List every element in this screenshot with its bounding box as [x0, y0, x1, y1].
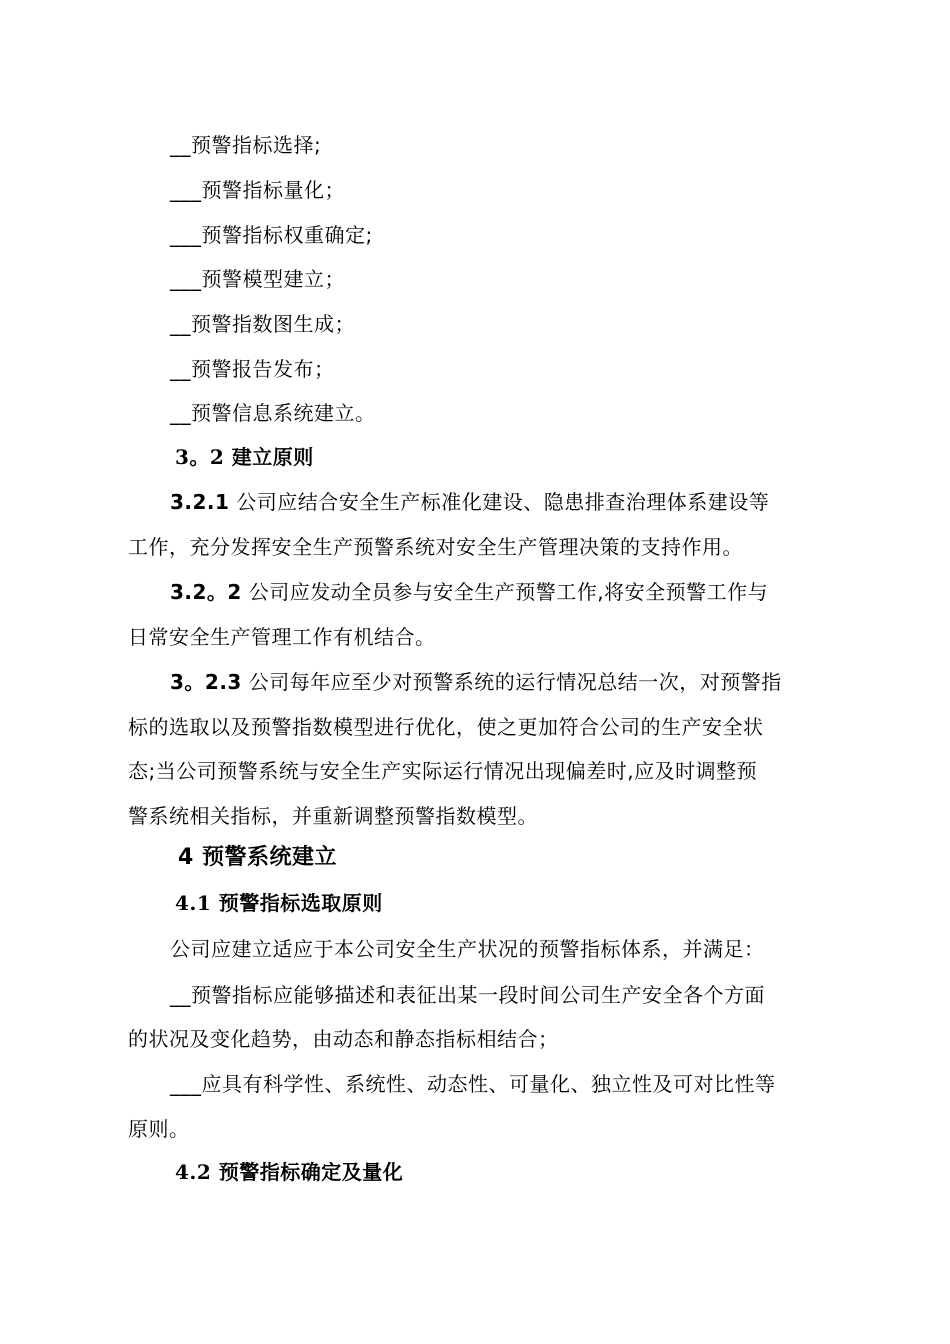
clause-text: 公司每年应至少对预警系统的运行情况总结一次，对预警指 [241, 670, 782, 694]
bullet-1-line: __预警指标应能够描述和表征出某一段时间公司生产安全各个方面 [170, 983, 765, 1007]
clause-text: 公司应结合安全生产标准化建设、隐患排查治理体系建设等 [229, 490, 770, 514]
paragraph-3-2-3-line: 态;当公司预警系统与安全生产实际运行情况出现偏差时,应及时调整预 [128, 759, 758, 783]
list-item: __预警信息系统建立。 [170, 401, 376, 425]
clause-number: 3。2.3 [170, 670, 242, 694]
paragraph-3-2-3-line: 标的选取以及预警指数模型进行优化，使之更加符合公司的生产安全状 [128, 715, 764, 739]
list-item: __预警指数图生成； [170, 312, 355, 336]
section-heading-4: 4 预警系统建立 [178, 845, 337, 870]
clause-text: 公司应发动全员参与安全生产预警工作,将安全预警工作与 [241, 580, 769, 604]
bullet-1-line: 的状况及变化趋势，由动态和静态指标相结合； [128, 1027, 559, 1051]
list-item: ___预警指标量化； [170, 178, 345, 202]
clause-number: 3.2.1 [170, 490, 230, 514]
list-item: ___预警指标权重确定; [170, 223, 373, 247]
clause-number: 3.2。2 [170, 580, 242, 604]
bullet-2-line: 原则。 [128, 1117, 190, 1141]
section-heading-4-1: 4.1 预警指标选取原则 [175, 891, 383, 915]
paragraph-3-2-2-line [170, 580, 768, 604]
bullet-2-line: ___应具有科学性、系统性、动态性、可量化、独立性及可对比性等 [170, 1072, 776, 1096]
paragraph-3-2-3-line: 警系统相关指标，并重新调整预警指数模型。 [128, 804, 538, 828]
paragraph-3-2-1-line [170, 490, 769, 514]
section-heading-4-2: 4.2 预警指标确定及量化 [175, 1160, 404, 1184]
paragraph-3-2-1-line: 工作，充分发挥安全生产预警系统对安全生产管理决策的支持作用。 [128, 535, 743, 559]
list-item: __预警指标选择; [170, 133, 322, 157]
list-item: __预警报告发布； [170, 357, 335, 381]
section-heading-3-2: 3。2 建立原则 [175, 445, 314, 469]
paragraph-intro: 公司应建立适应于本公司安全生产状况的预警指标体系，并满足： [170, 937, 765, 961]
paragraph-3-2-3-line [170, 670, 782, 694]
paragraph-3-2-2-line: 日常安全生产管理工作有机结合。 [128, 625, 436, 649]
list-item: ___预警模型建立； [170, 267, 345, 291]
